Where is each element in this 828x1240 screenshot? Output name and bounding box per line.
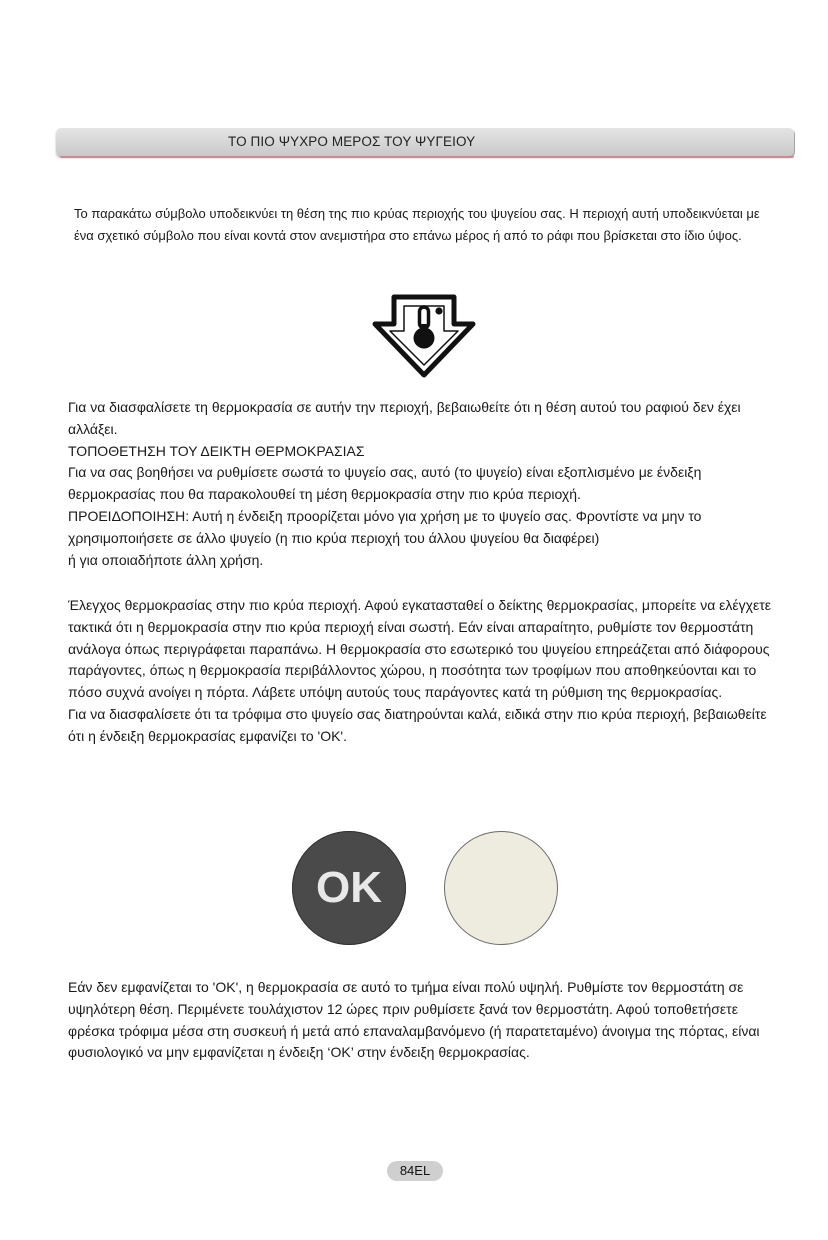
section-title: ΤΟ ΠΙΟ ΨΥΧΡΟ ΜΕΡΟΣ ΤΟΥ ΨΥΓΕΙΟΥ [228,134,476,149]
ok-indicator-label: OK [316,863,382,912]
not-ok-section [68,977,778,1064]
shelf-position-note: Για να διασφαλίσετε τη θερμοκρασία σε αυτήν την περιοχή, βεβαιωθείτε ότι η θέση αυτού του ραφιού δεν έχει αλλάξει. [68,399,741,437]
indicator-placement-heading: ΤΟΠΟΘΕΤΗΣΗ ΤΟΥ ΔΕΙΚΤΗ ΘΕΡΜΟΚΡΑΣΙΑΣ [68,442,365,459]
warning-continuation: ή για οποιαδήποτε άλλη χρήση. [68,551,264,568]
ok-requirement-paragraph: Για να διασφαλίσετε ότι τα τρόφιμα στο ψυγείο σας διατηρούνται καλά, ειδικά στην πιο κρύα περιοχή, βεβαιωθείτε ότι η ένδειξη θερμοκρασίας εμφανίζει το 'ΟΚ'. [68,705,767,744]
ok-indicator-dark [292,831,406,945]
temperature-check-section [68,595,778,748]
warning-paragraph: ΠΡΟΕΙΔΟΠΟΙΗΣΗ: Αυτή η ένδειξη προορίζεται μόνο για χρήση με το ψυγείο σας. Φροντίστε να μην το χρησιμοποιήσετε σε άλλο ψυγείο (η πιο κρύα περιοχή του άλλου ψυγείου θα διαφέρει) [68,507,702,546]
shelf-and-indicator-section [68,397,778,571]
not-ok-paragraph: Εάν δεν εμφανίζεται το 'ΟΚ', η θερμοκρασία σε αυτό το τμήμα είναι πολύ υψηλή. Ρυθμίστε τον θερμοστάτη σε υψηλότερη θέση. Περιμένετε τουλάχιστον 12 ώρες πριν ρυθμίσετε ξανά τον θερμοστάτη. Αφού τοποθετήσετε φρέσκα τρόφιμα μέσα στη συσκευή ή μετά από επαναλαμβανόμενο (ή παρατεταμένο) άνοιγμα της πόρτας, είναι φυσιολογικό να μην εμφανίζεται η ένδειξη ‘ΟΚ’ στην ένδειξη θερμοκρασίας. [68,979,760,1061]
page-number: 84EL [387,1161,443,1181]
section-header-bar [56,128,794,156]
intro-paragraph: Το παρακάτω σύμβολο υποδεικνύει τη θέση της πιο κρύας περιοχής του ψυγείου σας. Η περιοχή αυτή υποδεικνύεται με ένα σχετικό σύμβολο που είναι κοντά στον ανεμιστήρα στο επάνω μέρος ή από το ράφι που βρίσκεται στο ίδιο ύψος. [74,206,760,243]
coldest-zone-symbol-icon [372,294,476,378]
temperature-check-paragraph: Έλεγχος θερμοκρασίας στην πιο κρύα περιοχή. Αφού εγκατασταθεί ο δείκτης θερμοκρασίας, μπορείτε να ελέγχετε τακτικά ότι η θερμοκρασία στην πιο κρύα περιοχή είναι σωστή. Εάν είναι απαραίτητο, ρυθμίστε τον θερμοστάτη ανάλογα όπως περιγράφεται παραπάνω. Η θερμοκρασία στο εσωτερικό του ψυγείου επηρεάζεται από διάφορους παράγοντες, όπως η θερμοκρασία περιβάλλοντος χώρου, η ποσότητα των τροφίμων που αποθηκεύονται και το πόσο συχνά ανοίγει η πόρτα. Λάβετε υπόψη αυτούς τους παράγοντες κατά τη ρύθμιση της θερμοκρασίας. [68,597,772,701]
indicator-description: Για να σας βοηθήσει να ρυθμίσετε σωστά το ψυγείο σας, αυτό (το ψυγείο) είναι εξοπλισμένο με ένδειξη θερμοκρασίας που θα παρακολουθεί τη μέση θερμοκρασία στην πιο κρύα περιοχή. [68,464,702,503]
ok-indicator-blank [444,831,558,945]
